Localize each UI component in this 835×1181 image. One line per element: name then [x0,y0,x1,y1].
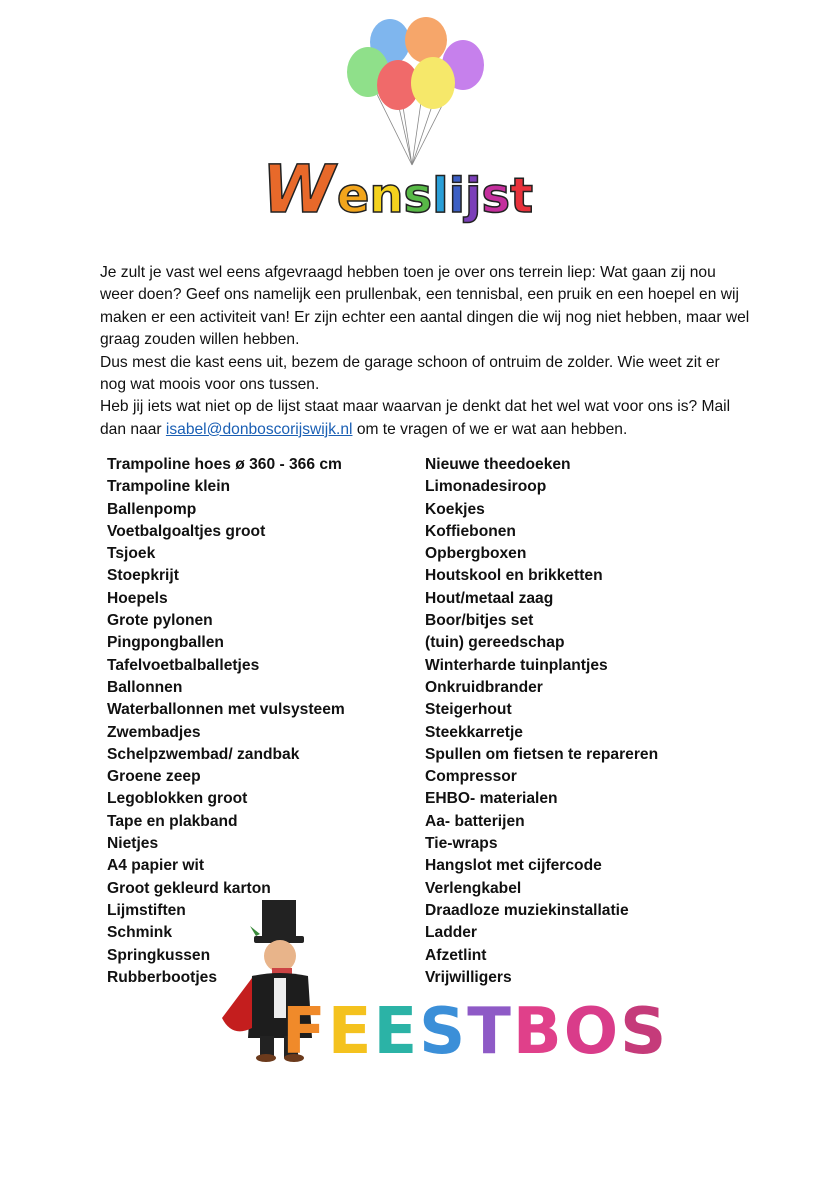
logo-letter: n [369,168,404,224]
wishlist-right-column [425,454,658,989]
logo-letter: W [262,151,335,228]
logo-letter: F [282,995,328,1069]
wishlist-item: (tuin) gereedschap [425,634,565,652]
wishlist-item: Stoepkrijt [107,567,179,585]
wishlist-item: Rubberbootjes [107,968,218,986]
wishlist-item: Zwembadjes [107,723,201,741]
wishlist-item: Hangslot met cijfercode [425,857,602,875]
wishlist-item: Voetbalgoaltjes groot [107,522,266,540]
wishlist-item: Trampoline klein [107,478,231,496]
wishlist-item: Houtskool en brikketten [425,567,603,585]
intro-paragraph-3 [100,396,750,441]
wishlist-item: Nieuwe theedoeken [425,456,571,473]
logo-letter: i [448,168,466,224]
logo-letter: j [465,168,482,224]
wishlist-item: Tie-wraps [425,835,498,853]
wishlist-item: Schelpzwembad/ zandbak [107,745,300,763]
logo-letter: s [481,168,511,224]
intro-paragraph-1: Je zult je vast wel eens afgevraagd hebben toen je over ons terrein liep: Wat gaan zij nou weer doen? Geef ons namelijk een prullenbak, een tennisbal, een pruik en een hoepel en wij maken er een activiteit van! Er zijn echter een aantal dingen die wij nog niet hebben, maar wel graag zouden willen hebben. [100,264,750,349]
intro-paragraph-2: Dus mest die kast eens uit, bezem de garage schoon of ontruim de zolder. Wie weet zit er nog wat moois voor ons tussen. [100,353,720,394]
intro-text-after-email: om te vragen of we er wat aan hebben. [352,420,628,438]
wishlist-item: Afzetlint [425,946,487,964]
wishlist-item: Grote pylonen [107,612,213,630]
logo-letter: B [512,995,564,1069]
wishlist-item: Spullen om fietsen te repareren [425,745,659,763]
email-link[interactable]: isabel@donboscorijswijk.nl [165,420,353,438]
wishlist-item: Opbergboxen [425,545,527,563]
wishlist-item: Tafelvoetbalballetjes [107,656,260,674]
logo-letter: O [563,995,621,1069]
wishlist-item: EHBO- materialen [425,790,558,808]
wishlist-item: Koffiebonen [425,522,516,540]
intro-text [100,262,750,441]
intro-text-before-email: Heb jij iets wat niet op de lijst staat maar waarvan je denkt dat het wel wat voor ons is? Mail dan naar [100,398,731,438]
wishlist-item: Lijmstiften [107,901,186,919]
wishlist-item: Groot gekleurd karton [107,879,271,897]
wishlist-item: Pingpongballen [107,634,224,652]
wishlist-item: Steekkarretje [425,723,523,741]
logo-letter: E [373,995,420,1069]
wishlist-item: Onkruidbrander [425,678,543,696]
wishlist-item: Draadloze muziekinstallatie [425,901,629,919]
wishlist-item: Tape en plakband [107,812,238,830]
logo-letter: T [467,995,513,1069]
wishlist-item: Koekjes [425,500,485,518]
wishlist-item: Groene zeep [107,768,201,786]
wishlist-item: Nietjes [107,835,159,853]
logo-letter: e [336,168,370,224]
wishlist-item: Schmink [107,924,172,942]
wishlist-item: Steigerhout [425,701,512,719]
wishlist-item: Ladder [425,924,477,942]
logo-letter: t [510,168,534,224]
wishlist-item: Limonadesiroop [425,478,547,496]
logo-letter: S [620,995,669,1069]
wishlist-item: Waterballonnen met vulsysteem [107,701,345,719]
wishlist-item: Trampoline hoes ø 360 - 366 cm [107,456,342,473]
logo-letter: s [403,168,433,224]
wishlist-item: Ballonnen [107,678,183,696]
wishlist-item: Boor/bitjes set [425,612,534,630]
wishlist-item: Vrijwilligers [425,968,512,986]
wishlist-item: Tsjoek [107,545,156,563]
wishlist-item: Legoblokken groot [107,790,248,808]
wishlist-item: Verlengkabel [425,879,522,897]
wishlist-item: Springkussen [107,946,211,964]
wishlist-item: Ballenpomp [107,500,197,518]
wishlist-item: Hoepels [107,589,168,607]
wishlist-item: Compressor [425,768,517,786]
logo-letter: S [419,995,468,1069]
wenslijst-title [262,150,592,230]
feestbos-logo [282,995,668,1069]
wishlist-item: Hout/metaal zaag [425,589,554,607]
wishlist-item: Aa- batterijen [425,812,525,830]
logo-letter: l [432,168,449,224]
logo-letter: E [327,995,374,1069]
wishlist-item: Winterharde tuinplantjes [425,656,608,674]
wishlist-item: A4 papier wit [107,857,205,875]
